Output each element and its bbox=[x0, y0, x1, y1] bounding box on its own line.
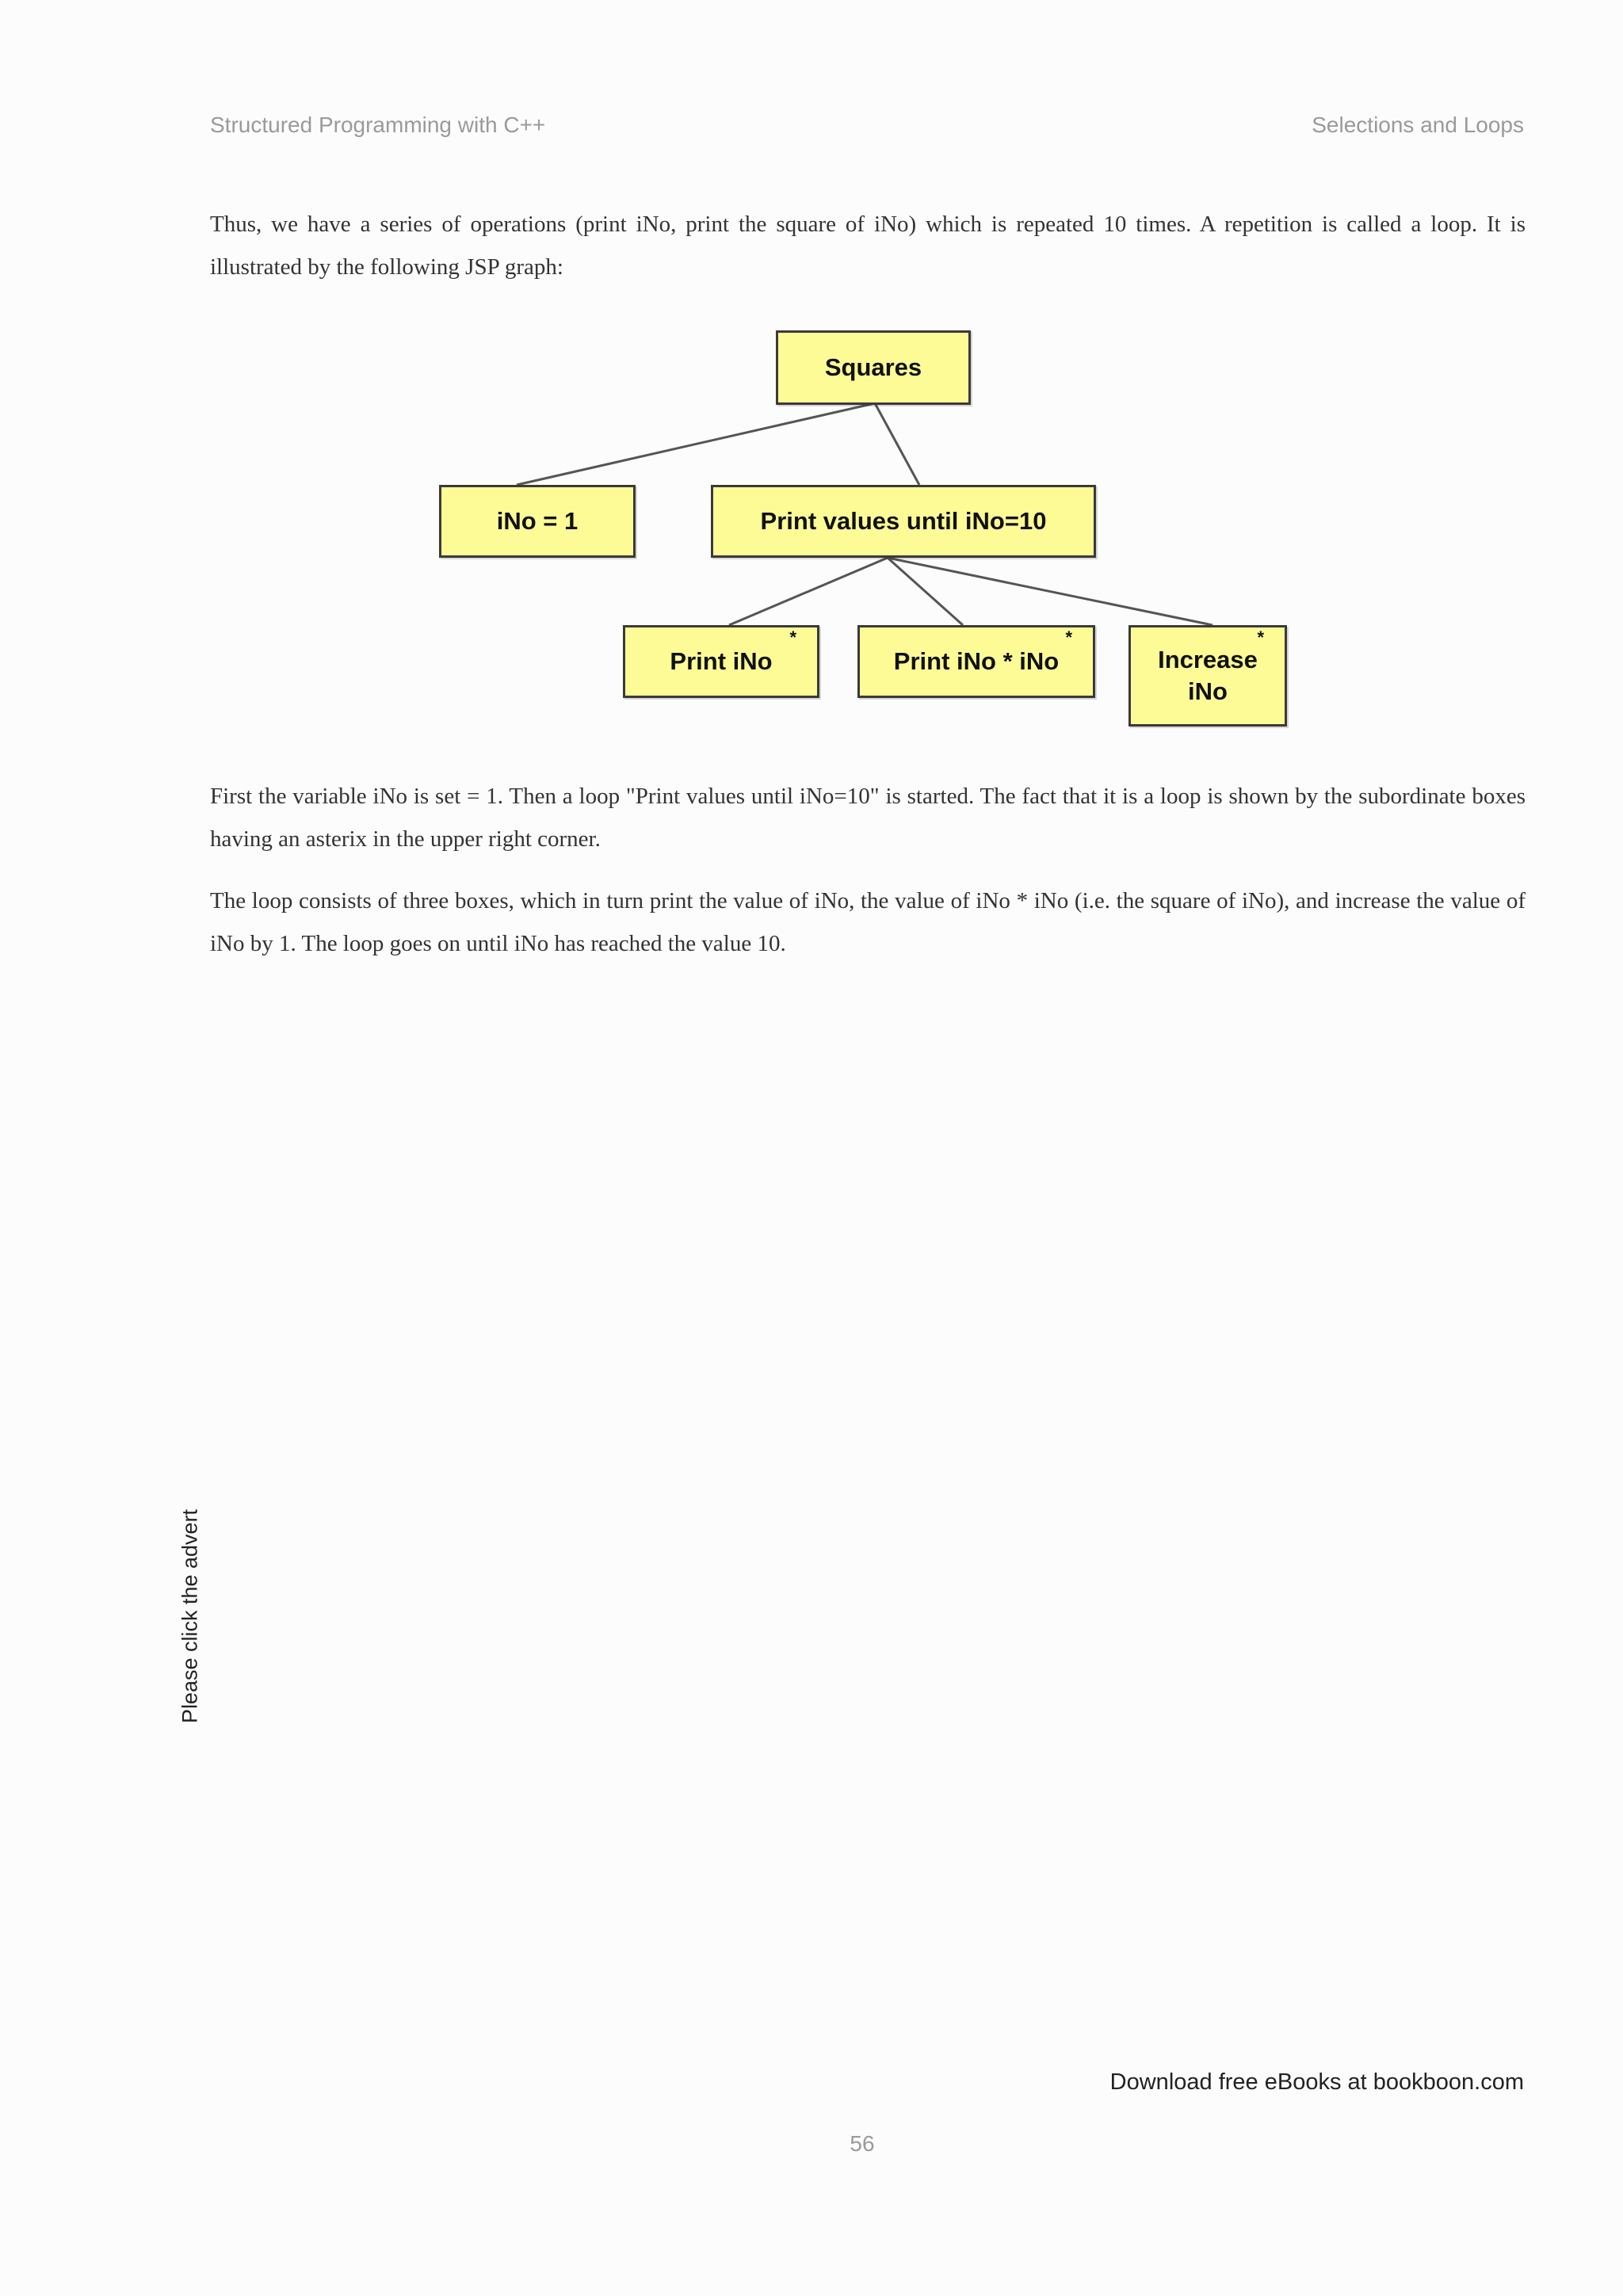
connector-loop-square bbox=[888, 558, 963, 625]
diagram-box-init bbox=[439, 485, 636, 558]
intro-paragraph: Thus, we have a series of operations (print iNo, print the square of iNo) which is repeated 10 times. A repetition is called a loop. It is illustrated by the following JSP graph: bbox=[210, 212, 1526, 280]
box-label: Print iNo * iNo bbox=[893, 647, 1060, 675]
diagram-box-increase bbox=[1128, 625, 1287, 727]
diagram-box-print bbox=[623, 625, 819, 698]
connector-root-loop bbox=[875, 403, 919, 485]
bookboon-download-link[interactable]: Download free eBooks at bookboon.com bbox=[1109, 2069, 1524, 2095]
box-label: Print values until iNo=10 bbox=[760, 507, 1047, 535]
connector-loop-print bbox=[729, 558, 888, 625]
book-title: Structured Programming with C++ bbox=[210, 113, 546, 137]
iteration-marker: * bbox=[1257, 627, 1264, 647]
page-number: 56 bbox=[850, 2131, 875, 2156]
diagram-box-loop bbox=[711, 485, 1096, 558]
explanation-paragraph-2: The loop consists of three boxes, which in turn print the value of iNo, the value of iNo * iNo (i.e. the square of iNo), and increase the value of iNo by 1. The loop goes on until iNo has reached the value 10. bbox=[210, 888, 1526, 956]
chapter-title: Selections and Loops bbox=[1312, 113, 1524, 137]
box-label: Increase iNo bbox=[1158, 646, 1258, 705]
connector-root-init bbox=[517, 403, 875, 485]
iteration-marker: * bbox=[1065, 627, 1072, 647]
diagram-box-squares bbox=[776, 330, 971, 405]
explanation-paragraph-1: First the variable iNo is set = 1. Then a loop "Print values until iNo=10" is started. The fact that it is a loop is shown by the subordinate boxes having an asterix in the upper right corner. bbox=[210, 784, 1526, 852]
advert-side-note: Please click the advert bbox=[178, 1508, 202, 1724]
connector-loop-increase bbox=[888, 558, 1212, 625]
iteration-marker: * bbox=[789, 627, 796, 647]
box-label: Print iNo bbox=[670, 647, 773, 675]
box-label: Squares bbox=[824, 353, 922, 381]
box-label: iNo = 1 bbox=[496, 507, 579, 535]
diagram-box-square bbox=[857, 625, 1095, 698]
running-header bbox=[210, 109, 1524, 141]
